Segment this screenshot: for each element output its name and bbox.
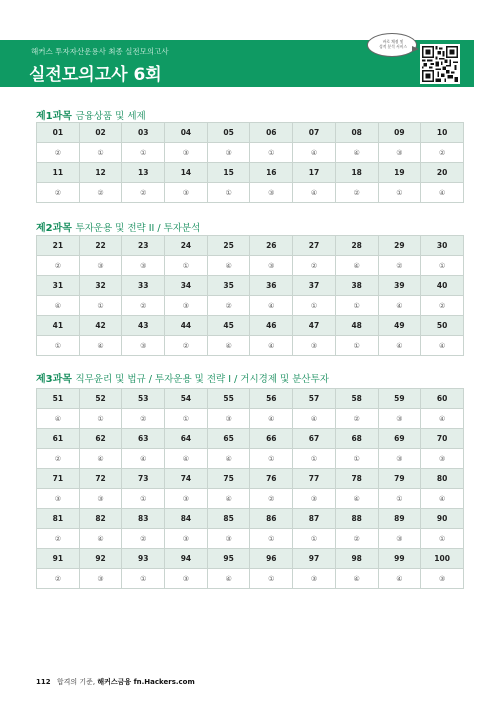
answer-cell: ③: [165, 183, 208, 203]
question-number: 06: [250, 123, 293, 143]
question-number: 52: [79, 389, 122, 409]
question-number: 01: [37, 123, 80, 143]
section-2-subtitle: 투자운용 및 전략 II / 투자분석: [75, 223, 201, 234]
qr-code-icon[interactable]: [420, 44, 460, 84]
question-number: 18: [335, 163, 378, 183]
question-number: 90: [421, 509, 464, 529]
answer-cell: ④: [378, 569, 421, 589]
question-number: 71: [37, 469, 80, 489]
answer-row: [37, 409, 464, 429]
question-number: 19: [378, 163, 421, 183]
question-number: 40: [421, 276, 464, 296]
question-number: 39: [378, 276, 421, 296]
question-number: 42: [79, 316, 122, 336]
question-number: 46: [250, 316, 293, 336]
question-number: 31: [37, 276, 80, 296]
question-number: 64: [165, 429, 208, 449]
answer-cell: ①: [335, 336, 378, 356]
answer-cell: ④: [293, 409, 336, 429]
question-number-row: [37, 509, 464, 529]
answer-cell: ②: [37, 143, 80, 163]
question-number: 97: [293, 549, 336, 569]
question-number: 48: [335, 316, 378, 336]
answer-cell: ①: [293, 449, 336, 469]
answer-cell: ④: [293, 143, 336, 163]
answer-cell: ④: [421, 336, 464, 356]
answer-cell: ③: [122, 336, 165, 356]
question-number: 33: [122, 276, 165, 296]
question-number: 36: [250, 276, 293, 296]
answer-cell: ④: [207, 256, 250, 276]
question-number: 02: [79, 123, 122, 143]
question-number: 87: [293, 509, 336, 529]
question-number: 98: [335, 549, 378, 569]
page-footer: [36, 677, 195, 687]
answer-cell: ①: [293, 529, 336, 549]
footer-brand: 해커스금융 fn.Hackers.com: [97, 678, 195, 686]
answer-cell: ③: [207, 529, 250, 549]
answer-table-1: [36, 122, 464, 203]
question-number: 20: [421, 163, 464, 183]
question-number: 22: [79, 236, 122, 256]
answer-cell: ①: [250, 529, 293, 549]
answer-cell: ④: [421, 409, 464, 429]
answer-cell: ④: [250, 336, 293, 356]
question-number-row: [37, 549, 464, 569]
question-number: 55: [207, 389, 250, 409]
answer-cell: ④: [79, 529, 122, 549]
question-number: 56: [250, 389, 293, 409]
page-title: 실전모의고사 6회: [29, 65, 162, 85]
question-number: 44: [165, 316, 208, 336]
question-number: 43: [122, 316, 165, 336]
footer-text: 합격의 기준,: [56, 678, 96, 686]
answer-row: [37, 183, 464, 203]
question-number: 12: [79, 163, 122, 183]
answer-cell: ④: [378, 296, 421, 316]
answer-cell: ③: [79, 569, 122, 589]
answer-cell: ①: [250, 143, 293, 163]
question-number: 29: [378, 236, 421, 256]
answer-cell: ①: [165, 256, 208, 276]
question-number: 59: [378, 389, 421, 409]
answer-cell: ④: [37, 296, 80, 316]
answer-cell: ①: [79, 409, 122, 429]
question-number: 88: [335, 509, 378, 529]
question-number: 81: [37, 509, 80, 529]
question-number: 82: [79, 509, 122, 529]
section-1-subtitle: 금융상품 및 세제: [75, 111, 146, 122]
answer-cell: ②: [37, 449, 80, 469]
question-number: 51: [37, 389, 80, 409]
answer-cell: ②: [122, 296, 165, 316]
answer-cell: ③: [378, 449, 421, 469]
answer-cell: ③: [293, 489, 336, 509]
answer-cell: ①: [79, 296, 122, 316]
question-number: 61: [37, 429, 80, 449]
answer-cell: ②: [421, 143, 464, 163]
question-number: 69: [378, 429, 421, 449]
question-number-row: [37, 276, 464, 296]
question-number-row: [37, 429, 464, 449]
question-number: 57: [293, 389, 336, 409]
question-number: 85: [207, 509, 250, 529]
answer-cell: ③: [165, 529, 208, 549]
answer-cell: ④: [79, 449, 122, 469]
question-number: 65: [207, 429, 250, 449]
question-number: 04: [165, 123, 208, 143]
question-number: 83: [122, 509, 165, 529]
question-number: 80: [421, 469, 464, 489]
question-number: 62: [79, 429, 122, 449]
answer-table-2: [36, 235, 464, 356]
answer-cell: ③: [207, 143, 250, 163]
answer-cell: ④: [250, 296, 293, 316]
question-number: 60: [421, 389, 464, 409]
question-number: 41: [37, 316, 80, 336]
answer-cell: ②: [335, 183, 378, 203]
question-number: 91: [37, 549, 80, 569]
question-number: 32: [79, 276, 122, 296]
question-number-row: [37, 236, 464, 256]
section-3-label: 제3과목: [36, 374, 72, 385]
answer-cell: ④: [335, 143, 378, 163]
answer-row: [37, 296, 464, 316]
question-number-row: [37, 316, 464, 336]
answer-cell: ④: [293, 183, 336, 203]
answer-row: [37, 449, 464, 469]
answer-cell: ①: [335, 296, 378, 316]
answer-cell: ①: [250, 569, 293, 589]
question-number: 76: [250, 469, 293, 489]
question-number: 45: [207, 316, 250, 336]
answer-cell: ②: [37, 183, 80, 203]
question-number-row: [37, 123, 464, 143]
question-number: 15: [207, 163, 250, 183]
answer-cell: ③: [293, 336, 336, 356]
question-number: 38: [335, 276, 378, 296]
question-number: 66: [250, 429, 293, 449]
answer-cell: ④: [421, 183, 464, 203]
answer-cell: ②: [293, 256, 336, 276]
answer-cell: ④: [207, 489, 250, 509]
answer-cell: ③: [79, 489, 122, 509]
answer-cell: ①: [378, 489, 421, 509]
question-number: 72: [79, 469, 122, 489]
answer-cell: ②: [37, 529, 80, 549]
question-number: 89: [378, 509, 421, 529]
answer-cell: ②: [122, 409, 165, 429]
question-number: 79: [378, 469, 421, 489]
question-number: 99: [378, 549, 421, 569]
answer-row: [37, 569, 464, 589]
question-number: 73: [122, 469, 165, 489]
question-number: 84: [165, 509, 208, 529]
question-number: 75: [207, 469, 250, 489]
section-2-label: 제2과목: [36, 223, 72, 234]
question-number-row: [37, 389, 464, 409]
answer-cell: ③: [165, 489, 208, 509]
question-number: 09: [378, 123, 421, 143]
answer-cell: ③: [37, 489, 80, 509]
answer-row: [37, 529, 464, 549]
answer-cell: ①: [122, 489, 165, 509]
question-number: 24: [165, 236, 208, 256]
section-title-3: [36, 370, 329, 385]
question-number: 37: [293, 276, 336, 296]
answer-cell: ④: [207, 336, 250, 356]
answer-cell: ③: [165, 569, 208, 589]
answer-row: [37, 489, 464, 509]
answer-cell: ①: [250, 449, 293, 469]
answer-cell: ③: [250, 183, 293, 203]
section-3-subtitle: 직무윤리 및 법규 / 투자운용 및 전략 I / 거시경제 및 분산투자: [75, 374, 329, 385]
answer-cell: ④: [165, 449, 208, 469]
answer-cell: ③: [79, 256, 122, 276]
section-title-1: [36, 107, 146, 122]
speech-bubble: [367, 33, 417, 57]
question-number: 70: [421, 429, 464, 449]
page-number: 112: [36, 678, 51, 686]
answer-cell: ②: [207, 296, 250, 316]
answer-cell: ③: [378, 143, 421, 163]
answer-cell: ②: [37, 256, 80, 276]
answer-cell: ③: [378, 529, 421, 549]
question-number: 23: [122, 236, 165, 256]
answer-cell: ④: [79, 336, 122, 356]
answer-cell: ②: [37, 569, 80, 589]
section-1-label: 제1과목: [36, 111, 72, 122]
answer-row: [37, 143, 464, 163]
answer-cell: ③: [421, 449, 464, 469]
answer-cell: ②: [79, 183, 122, 203]
answer-cell: ①: [37, 336, 80, 356]
question-number: 11: [37, 163, 80, 183]
answer-cell: ④: [122, 449, 165, 469]
answer-row: [37, 256, 464, 276]
question-number: 74: [165, 469, 208, 489]
question-number: 93: [122, 549, 165, 569]
question-number: 35: [207, 276, 250, 296]
answer-cell: ②: [421, 296, 464, 316]
question-number: 63: [122, 429, 165, 449]
answer-cell: ③: [207, 409, 250, 429]
answer-cell: ③: [421, 569, 464, 589]
answer-cell: ②: [335, 409, 378, 429]
answer-cell: ④: [250, 409, 293, 429]
answer-cell: ①: [378, 183, 421, 203]
answer-cell: ①: [122, 143, 165, 163]
answer-cell: ④: [378, 336, 421, 356]
answer-cell: ④: [37, 409, 80, 429]
answer-cell: ③: [293, 569, 336, 589]
answer-cell: ③: [250, 256, 293, 276]
answer-cell: ④: [421, 489, 464, 509]
answer-cell: ②: [335, 529, 378, 549]
question-number: 10: [421, 123, 464, 143]
answer-cell: ③: [165, 143, 208, 163]
answer-cell: ①: [122, 569, 165, 589]
question-number: 47: [293, 316, 336, 336]
question-number: 03: [122, 123, 165, 143]
answer-row: [37, 336, 464, 356]
answer-cell: ①: [207, 183, 250, 203]
question-number: 68: [335, 429, 378, 449]
question-number: 26: [250, 236, 293, 256]
answer-cell: ①: [165, 409, 208, 429]
question-number: 14: [165, 163, 208, 183]
answer-table-3: [36, 388, 464, 589]
question-number: 95: [207, 549, 250, 569]
question-number: 17: [293, 163, 336, 183]
answer-cell: ④: [335, 489, 378, 509]
answer-cell: ③: [378, 409, 421, 429]
question-number: 96: [250, 549, 293, 569]
section-title-2: [36, 219, 200, 234]
question-number: 53: [122, 389, 165, 409]
speech-bubble-tail: [412, 46, 419, 52]
question-number: 07: [293, 123, 336, 143]
question-number: 77: [293, 469, 336, 489]
question-number: 13: [122, 163, 165, 183]
question-number: 28: [335, 236, 378, 256]
answer-cell: ①: [293, 296, 336, 316]
question-number: 94: [165, 549, 208, 569]
speech-bubble-text: 바로 채점 및 성적 분석 서비스: [378, 39, 408, 49]
answer-cell: ①: [421, 256, 464, 276]
question-number: 86: [250, 509, 293, 529]
question-number: 27: [293, 236, 336, 256]
question-number: 16: [250, 163, 293, 183]
answer-cell: ①: [79, 143, 122, 163]
answer-cell: ②: [250, 489, 293, 509]
answer-cell: ③: [122, 256, 165, 276]
answer-cell: ④: [335, 256, 378, 276]
question-number: 49: [378, 316, 421, 336]
question-number: 54: [165, 389, 208, 409]
header-subtitle: 해커스 투자자산운용사 최종 실전모의고사: [31, 47, 169, 56]
answer-cell: ③: [165, 296, 208, 316]
question-number: 100: [421, 549, 464, 569]
answer-cell: ②: [122, 529, 165, 549]
question-number: 08: [335, 123, 378, 143]
question-number: 34: [165, 276, 208, 296]
question-number: 05: [207, 123, 250, 143]
question-number-row: [37, 163, 464, 183]
question-number: 50: [421, 316, 464, 336]
answer-cell: ②: [122, 183, 165, 203]
question-number: 25: [207, 236, 250, 256]
question-number: 58: [335, 389, 378, 409]
answer-cell: ①: [335, 449, 378, 469]
question-number: 92: [79, 549, 122, 569]
answer-cell: ②: [165, 336, 208, 356]
answer-cell: ④: [207, 449, 250, 469]
question-number: 67: [293, 429, 336, 449]
answer-cell: ④: [207, 569, 250, 589]
answer-cell: ②: [378, 256, 421, 276]
question-number: 30: [421, 236, 464, 256]
question-number: 21: [37, 236, 80, 256]
question-number-row: [37, 469, 464, 489]
answer-cell: ①: [421, 529, 464, 549]
answer-cell: ④: [335, 569, 378, 589]
question-number: 78: [335, 469, 378, 489]
